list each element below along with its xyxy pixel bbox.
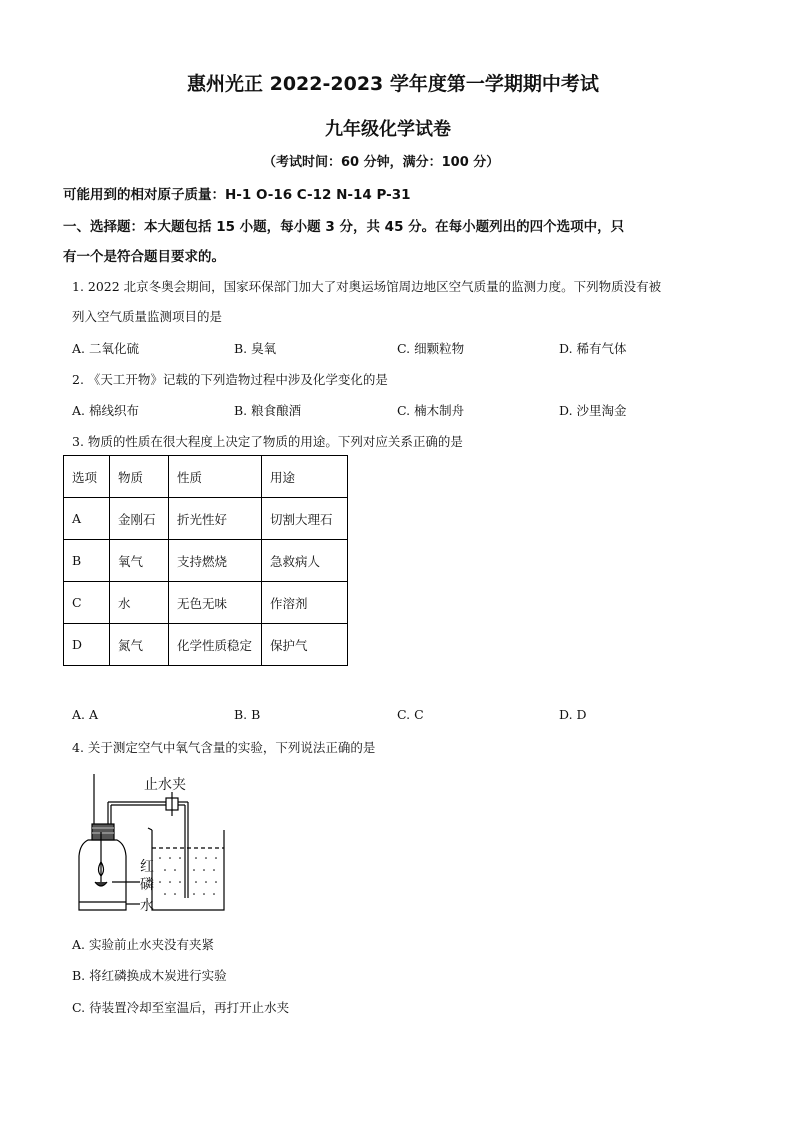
q2-option-a[interactable]: A. 棉线织布 <box>72 403 139 418</box>
figure-label-clamp: 止水夹 <box>144 777 186 793</box>
table-cell: 水 <box>110 582 169 624</box>
q4-option-c[interactable]: C. 待装置冷却至室温后，再打开止水夹 <box>72 1000 290 1015</box>
table-cell: 切割大理石 <box>262 498 348 540</box>
q2-option-c[interactable]: C. 楠木制舟 <box>397 403 465 418</box>
table-cell: 金刚石 <box>110 498 169 540</box>
exam-info: （考试时间：60 分钟，满分：100 分） <box>263 155 500 170</box>
q2-option-d[interactable]: D. 沙里淘金 <box>559 403 627 418</box>
q2-option-b[interactable]: B. 粮食酿酒 <box>234 403 302 418</box>
q1-option-a[interactable]: A. 二氧化硫 <box>72 341 139 356</box>
section1-instruction-line2: 有一个是符合题目要求的。 <box>63 249 225 265</box>
table-header-cell: 用途 <box>262 456 348 498</box>
table-cell: 保护气 <box>262 624 348 666</box>
q3-option-d[interactable]: D. D <box>559 707 587 722</box>
table-cell: C <box>64 582 110 624</box>
q2-stem: 2. 《天工开物》记载的下列造物过程中涉及化学变化的是 <box>72 372 388 387</box>
table-cell: 无色无味 <box>169 582 262 624</box>
q1-option-d[interactable]: D. 稀有气体 <box>559 341 627 356</box>
q1-stem-line1: 1. 2022 北京冬奥会期间，国家环保部门加大了对奥运场馆周边地区空气质量的监测力度。下列物质没有被 <box>72 279 662 294</box>
q4-stem: 4. 关于测定空气中氧气含量的实验，下列说法正确的是 <box>72 740 376 755</box>
table-cell: A <box>64 498 110 540</box>
figure-label-water: 水 <box>140 898 154 914</box>
q4-option-b[interactable]: B. 将红磷换成木炭进行实验 <box>72 968 227 983</box>
table-cell: 作溶剂 <box>262 582 348 624</box>
table-header-cell: 物质 <box>110 456 169 498</box>
table-row <box>64 624 348 666</box>
q1-option-b[interactable]: B. 臭氧 <box>234 341 277 356</box>
table-cell: 支持燃烧 <box>169 540 262 582</box>
exam-title: 惠州光正 2022-2023 学年度第一学期期中考试 <box>187 73 599 95</box>
table-cell: 急救病人 <box>262 540 348 582</box>
q3-table <box>63 455 348 666</box>
q3-option-c[interactable]: C. C <box>397 707 424 722</box>
table-cell: 折光性好 <box>169 498 262 540</box>
table-row <box>64 582 348 624</box>
q1-stem-line2: 列入空气质量监测项目的是 <box>72 309 223 324</box>
section1-instruction-line1: 一、选择题：本大题包括 15 小题，每小题 3 分，共 45 分。在每小题列出的四个选项中，只 <box>63 219 625 235</box>
figure-label-red: 红 <box>140 859 154 875</box>
q4-option-a[interactable]: A. 实验前止水夹没有夹紧 <box>72 937 214 952</box>
table-header-cell: 选项 <box>64 456 110 498</box>
table-cell: D <box>64 624 110 666</box>
q1-option-c[interactable]: C. 细颗粒物 <box>397 341 465 356</box>
table-cell: 氮气 <box>110 624 169 666</box>
atomic-masses: 可能用到的相对原子质量：H-1 O-16 C-12 N-14 P-31 <box>63 187 411 203</box>
table-cell: 化学性质稳定 <box>169 624 262 666</box>
table-cell: B <box>64 540 110 582</box>
table-row <box>64 498 348 540</box>
table-row <box>64 540 348 582</box>
table-header-cell: 性质 <box>169 456 262 498</box>
figure-label-phosphorus: 磷 <box>140 877 154 893</box>
q3-stem: 3. 物质的性质在很大程度上决定了物质的用途。下列对应关系正确的是 <box>72 434 463 449</box>
exam-subtitle: 九年级化学试卷 <box>325 119 451 140</box>
table-cell: 氧气 <box>110 540 169 582</box>
q3-option-b[interactable]: B. B <box>234 707 261 722</box>
table-header-row <box>64 456 348 498</box>
q3-option-a[interactable]: A. A <box>72 707 99 722</box>
